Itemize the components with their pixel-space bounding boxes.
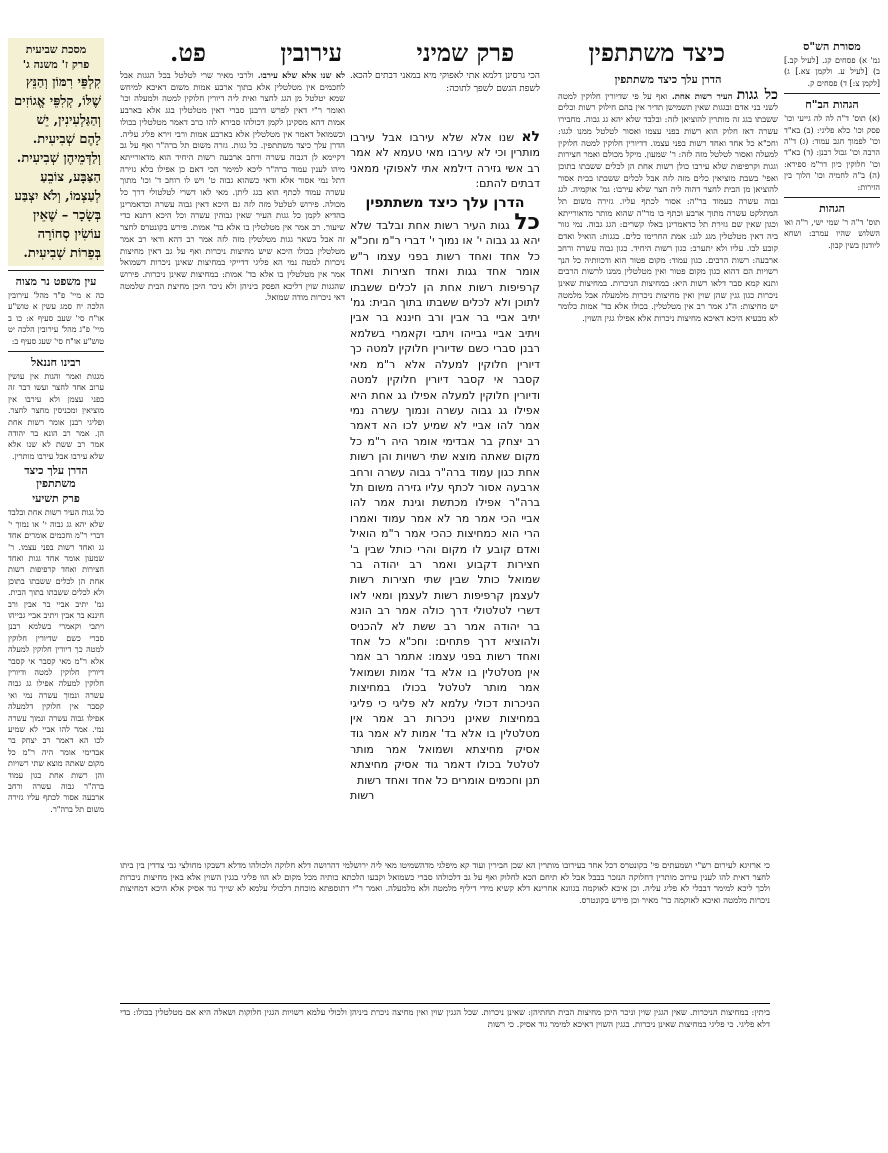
bottom-commentary-2	[120, 1000, 770, 1040]
left-margin	[8, 38, 104, 815]
gemara-column	[350, 130, 540, 830]
mishnah-sub: פרק ז' משנה ג'	[22, 58, 90, 71]
tosafot-column	[120, 70, 345, 850]
rashi-text: ואף על פי שדיורין חלוקין למטה לשני בני אדם ובגגות שאין תשמישן תדיר אין בהם חילוק רשות וכלים ששבתו בגג זה מותרין להוציאן לזה: ובלבד שלא יהא גג גבוה. מחבירו עשרה דאז חלוק הוא רשות בפני עצמו ואסור לטלטל ממנו לגגו: וחכ"א כל אחד ואחד רשות בפני עצמו. דדיורין חלוקין למטה חלוקין למעלה ואסור לטלטל מזה לזה: ר' שמעון. מיקל מכולם ואמר חצירות וגגות וקרפיפות שלא עירבו כולן רשות אחת הן לכלים ששבתו בתוכן ואפי' בשבת מוציאין כלים מזה לזה אבל לכלים ששבתו בבית אסור להוציאן מן הבית לחצר דהוה ליה חצר שלא עירבו: גמ' אוקמיה. לגג גבוה עשרה כעמוד בר"ה: אסור לכתף עליו. גזירה משום תל המתלקט עשרה מתוך ארבע וכתף בו מר"ה שהוא מותר מדאורייתא וכגון שאין שם גזירת תל כדאמרינן באלו קשרים: הגג גבוה. נמי גזור ביה דאין מטלטלין מגג לגג: אמת החרימו כלים. בגגות: הואיל ואדם קובע לבו. עליו ולא יתערב: כגון רשות היחיד. כגון גבוה עשרה ורחב ארבעה: רשות הרבים. כגון עמוד: מקום פטור הוא ודכוותיה כל הנך רשויות הם דהוא כגון מקום פטור ואין מטלטלין ממנו לרשות הרבים ותנא קמא סבר דלאו רשות היא: במחיצות הניכרות. במחיצות שאינן ניכרות כגון גגין שהן שוין ואין מחיצות ניכרות מלמעלה אבל מלמטה יש מחיצות: ה"ג אמר רב אין מטלטלין. בכולו אלא בד' אמות כלומר לא מבעיא היכא דאיכא מחיצות ניכרות אלא אפילו גגין השוין.	[558, 90, 778, 324]
perek-title: פרק תשיעי	[32, 492, 80, 506]
rashi-dibur-2: העיר רשות אחת.	[671, 90, 733, 101]
rabbeinu-chananel-title: רבינו חננאל	[31, 356, 81, 370]
mishnah-text: קִלְפֵּי רִמּוֹן וְהַנֵּץ שֶׁלּוֹ, קְלִפֵּי אֱגוֹזִים וְהַגַּלְעִינִין, יֵשׁ לָהֶם שְׁבִיעִית. וְלַדְּמֵיהֶן שְׁבִיעִית. הַצַּבָּע, צוֹבֵעַ לְעַצְמוֹ, וְלֹא יִצְבַּע בְּשָׂכָר – שֶׁאֵין עוֹשִׂין סְחוֹרָה בְּפֵרוֹת שְׁבִיעִית.	[14, 75, 101, 261]
divider	[8, 351, 104, 352]
header-page-number: פט.	[170, 38, 206, 67]
gemara-text-2: גגות העיר רשות אחת ובלבד שלא יהא גג גבוה י' או נמוך י' דברי ר"מ וחכ"א כל אחד ואחד רשות בפני עצמו ר"ש אומר אחד גגות ואחד חצירות ואחד קרפיפות רשות אחת הן לכלים ששבתו לתוכן ולא לכלים ששבתו בתוך הבית: גמ' יתיב אביי בר אבין ורב חיננא בר אבין ויתיב אביי גבייהו ויתבי וקאמרי בשלמא רבנן סברי כשם שדיורין חלוקין למטה כך דיורין חלוקין למעלה אלא ר"מ מאי קסבר אי קסבר דיורין חלוקין למטה ודיורין חלוקין למעלה אפילו גג אחת היא אפילו גג גבוה עשרה ונמוך עשרה נמי אמר להו אביי לא שמיע לכו הא דאמר רב יצחק בר אבדימי אומר היה ר"מ כל מקום שאתה מוצא שתי רשויות והן רשות אחת כגון עמוד ברה"ר גבוה עשרה ורחב ארבעה אסור לכתף עליו גזירה משום תל ברה"ר אפילו מכתשת וגינת אמר להו אביי הכי אמר מר לא אמר עמוד ואמרו הרי הוא כמחיצות כהכי אמר ר"מ הואיל ואדם קובע לו מקום והרי כותל שבין ב' חצירות דקבוע ואמר רב יהודה בר שמואל כותל שבין שתי חצירות רשות לעצמן קרפיפות רשות לעצמן ומאי לאו דשרי לטלטולי דרך כולה אמר רב הונא בר יהודה אמר רב ששת לא להכניס ולהוציא דרך פתחים: וחכ"א כל אחד ואחד רשות בפני עצמו: אתמר רב אמר אין מטלטלין בו אלא בד' אמות ושמואל אמר מותר לטלטל בכולו במחיצות הניכרות דכולי עלמא לא פליגי כי פליגי במחיצות שאינן ניכרות רב אמר אין מטלטלין בו אלא בד' אמות לא אמר גוד אסיק מחיצתא ושמואל אמר מותר לטלטל בכולו דאמר גוד אסיק מחיצתא תנן וחכמים אומרים כל אחד ואחד רשות	[350, 219, 540, 787]
hagahot-bach-title: הגהות הב"ח	[805, 98, 859, 112]
tosafot-dibur: לא שנו אלא שלא עירבו.	[257, 70, 345, 80]
ein-mishpat-text: כה א מיי' פ"ד מהל' עירובין הלכה יח סמג עשין א טוש"ע או"ח סי' שעב סעיף א: כו ב מיי' פ"ג מהל' עירובין הלכה יט טוש"ע או"ח סי' שעג סעיף ב:	[8, 291, 104, 346]
header-perek: פרק שמיני	[416, 38, 515, 67]
gemara-top	[350, 70, 540, 96]
rashi-hadran: הדרן עלך כיצד משתתפין	[614, 73, 722, 86]
right-margin	[784, 38, 880, 251]
divider	[120, 1003, 770, 1004]
gemara-hadran: הדרן עלך כיצד משתתפין	[365, 194, 525, 211]
rashi-column	[558, 70, 778, 850]
hadran-small: הדרן עלך כיצד משתתפין	[24, 464, 88, 491]
divider	[784, 93, 880, 94]
gemara-top-text: הכי גרסינן דלמא אתי לאפוקי מיא במאני דבתים להכא. לשפת הגשם לשפך לתוכה:	[350, 71, 540, 94]
hagahot-bach-notes: (א) תוס' ד"ה לה לה גייעי וכו' פסק וכו' כלא פליגי: (ב) בא"ד וכו' לפמוך חגב עמוד: (ג) ד"ה הרבה וכו' גבול רבנן: (ד) בא"ד וכו' חלוקין כיון דר"מ ספירא: (ה) ב"ה לחמיה וכו' הלוך בין הזירות:	[784, 114, 880, 192]
rashi-dibur: כל גגות	[736, 86, 778, 103]
page-header	[170, 38, 725, 68]
hagahot-title: הגהות	[819, 202, 845, 216]
gemara-end-word: רשות	[350, 789, 375, 803]
bottom-text-2: ביתין: במחיצות הניכרות. שאין הגגין שוין וניכר היכן מחיצות הבית תחתיהן: שאינן ניכרות. שכל הגגין שוין ואין מחיצה ניכרת ביניהן ולכולי עלמא רשויות הגגין חלוקות ושאלה היא אם מטלטלין בכולו: בדי דלא פליגי. כי פליגי במחיצות שאינן ניכרות. בגגין השוין דאיכא למימר גוד אסיק. כי רשות	[120, 1007, 770, 1029]
gemara-bigword: כל	[514, 210, 540, 236]
mishnah-box	[8, 38, 104, 266]
divider	[784, 197, 880, 198]
hagahot-notes: תוס' ד"ה ר' שמי ישי, ר"ה ואו השלוש שהיו עמרב: ושחא ליודנון בשין קבון.	[784, 218, 880, 250]
masoret-title: מסורת הש"ס	[803, 40, 861, 53]
ein-mishpat-title: עין משפט נר מצוה	[15, 275, 97, 288]
rabbeinu-chananel-long: כל גגות העיר רשות אחת ובלבד שלא יהא גג גבוה י' או נמוך י' דברי ר"מ וחכמים אומרים אחד גג ואחד רשות בפני עצמו. ר' שמעון אומר אחד גגות ואחד חצירות ואחד קרפיפות רשות אחת הן לכלים ששבתו בתוכן ולא לכלים ששבתו בתוך הבית. גמ' יתיב אביי בר אבין ורב חיננא בר אבין ויתיב אביי גבייהו ויתבי וקאמרי בשלמא רבנן סברי כשם שדיורין חלוקין למטה כך דיורין חלוקין למעלה אלא ר"מ מאי קסבר אי קסבר דיורין חלוקין למטה ודיורין חלוקין למעלה אפילו גג גבוה עשרה ונמוך עשרה נמי ואי קסבר אין חלוקין דלמעלה אפילו גבוה עשרה ונמוך עשרה נמי. אמר להו אביי לא שמיע לכו הא דאמר רב יצחק בר אבדימי אומר היה ר"מ כל מקום שאתה מוצא שתי רשויות והן רשות אחת כגון עמוד ברה"ר גבוה עשרה ורחב ארבעה אסור לכתף עליו גזירה משום תל ברה"ר.	[7, 508, 104, 814]
gemara-lead: לא	[521, 130, 540, 145]
bottom-text: כי ארזיגא לעירום רש"י ושמעתים פי' בקונטרס דכל אחד בעירובו מותרין הא שכן חבירין ועוד קא מיפלגי מדהשמיטו מאי ליה ירושלמי דהרושה דלא חלוקה ולכולהו מדלא דשבקו מחולצי גבי צדדין בין ביתו לחצר דאית להו לענין עירוב מותרין דחלוקה הנזכר בבבל אבל לא תיחם הכא לחלוק ואף על גב דלכולהו סברי כשמואל וקבעו הלכתא כותיה מכל מקום לא הוו פליגי בגגין השוין אלא באין מחיצות ניכרות ולכך ליכא למימר דבבלי לא פליג עליה. וכן איכא לאוקמה בגוונא אחרינא דלא קשיא מידי דיליף מלמטה ולא מלמעלה. ואמר ר"י דתוספתא מוכחת דלכולי עלמא לא שייך גוד אסיק אלא היכא דמחיצות ניכרות מלמטה ואיכא לאוקמה כר' מאיר וכן פירש בקונטרס.	[120, 860, 770, 906]
mishnah-title: מסכת שביעית	[25, 43, 87, 56]
header-tractate: עירובין	[280, 38, 343, 67]
rabbeinu-chananel-text: מגגות ואמר והגות אין עושין ערוב אחד לחצר ועשו דבר זה בפני עצמן ולא עירבו אין מוציאין ומכניסין מחצר לחצר. ופליגי רבנן אומר רשות אחת הן. אמר רב הונא בר יהודה אמר רב ששת לא שנו אלא שלא עירבו אבל עירבו מותרין.	[8, 372, 104, 461]
bottom-commentary	[120, 860, 770, 1020]
masoret-notes: גמ' א) פסחים קג. [לעיל קב.] ב) [לעיל ע. ולקמן צא.] ג) [לקמן צ:] ד) פסחים ק.	[784, 56, 880, 88]
divider	[8, 270, 104, 271]
gemara-text-1: שנו אלא שלא עירבו אבל עירבו מותרין וכי לא עירבו מאי טעמא לא אמר רב אשי גזירה דילמא אתי לאפוקי ממאני דבתים להתם:	[350, 131, 540, 191]
tosafot-text: ולרבי מאיר שרי לטלטל בכל הגגות אבל לחכמים אין מטלטלין אלא בתוך ארבע אמות משום דאיכא למיחש שמא יטלטל מן הגג לחצר ואית ליה דיורין חלוקין למטה ולמעלה וכו' ואומר ר"י דאין לפרש דרבנן סברי דאין מטלטלין בגג אלא בארבע אמות דהא מסקינן לקמן דכולהו סבירא להו כרב דאמר מטלטלין בכולו וכשמואל דאמר אין מטלטלין אלא בארבע אמות ורבי זירא פליג עליה. הדרן עלך כיצד משתתפין. כל גגות. גזרה משום תל ברה"ר ואף על גב דקיימא לן דגבוה עשרה ורחב ארבעה רשות היחיד הוא מדאורייתא מיהו לענין עמוד ברה"ר ליכא למימר הכי דאם כן אפילו בלא גזירה דתל נמי אסור אלא ודאי כשהוא גבוה ט' ויש לו רוחב ד' וכו' מתוך עשרה עמוד לכתף הוא בגג ליתן. מאי לאו דשרי לטלטולי דרך כל מכולה. פירוש לטלטל מזה לזה גם היכא דאין גבוה עשרה וכדאמרינן בהדיא לקמן כל גגות העיר שאין גבוהין עשרה וכל היכא דתנא כדי שיעור. רב אמר אין מטלטלין בו אלא בד' אמות. פירש בקונטרס לחצר זה אבל בשאר גגות מטלטלין מזה לזה אמר רב דהא ודאי רב אמר מטלטלין בכולו היכא שיש מחיצות ניכרות ואף על גב דאין מחיצות ניכרות למטה נמי הא פליגי דדייקי במחיצות שאינן ניכרות דשמואל אמר אין מטלטלין בו אלא בד' אמות: במחיצות שאינן ניכרות. פירוש שהגגות שוין דליכא הפסק ביניהן ולא ניכר היכן מחיצת הבית שלמטה דאי ניכרות מודה שמואל.	[120, 70, 345, 303]
header-chapter-title: כיצד משתתפין	[588, 38, 725, 67]
